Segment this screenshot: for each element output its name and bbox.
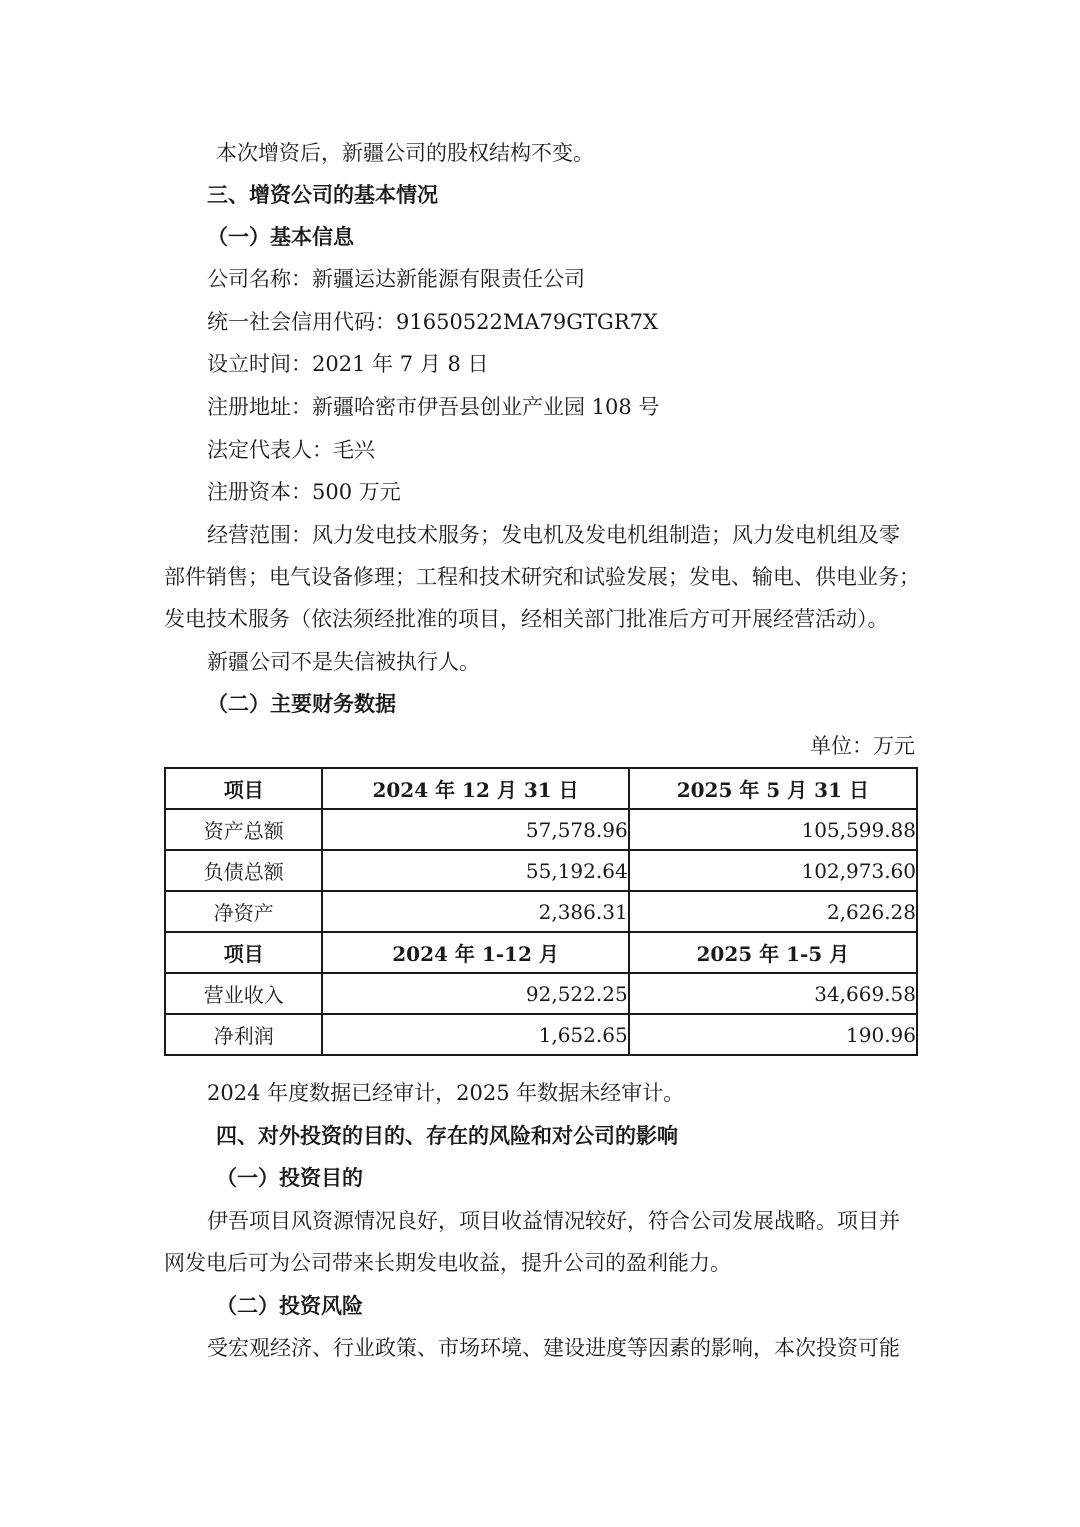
table-row — [165, 891, 917, 932]
business-scope-line-3: 发电技术服务（依法须经批准的项目，经相关部门批准后方可开展经营活动）。 — [164, 607, 889, 631]
table-header-cell: 项目 — [165, 932, 322, 973]
credit-code: 统一社会信用代码：91650522MA79GTGR7X — [207, 310, 658, 334]
table-cell-label: 净利润 — [165, 1014, 322, 1055]
table-row — [165, 809, 917, 850]
table-cell-label: 负债总额 — [165, 850, 322, 891]
registered-address: 注册地址：新疆哈密市伊吾县创业产业园 108 号 — [207, 395, 660, 419]
registered-capital: 注册资本：500 万元 — [207, 480, 401, 504]
not-defaulter-statement: 新疆公司不是失信被执行人。 — [207, 650, 480, 674]
table-header-row — [165, 768, 917, 809]
table-header-cell: 2025 年 5 月 31 日 — [629, 768, 917, 809]
heading-section-3: 三、增资公司的基本情况 — [207, 182, 438, 207]
table-header-cell: 2024 年 1-12 月 — [322, 932, 628, 973]
table-cell-value: 2,386.31 — [322, 891, 628, 932]
purpose-line-1: 伊吾项目风资源情况良好，项目收益情况较好，符合公司发展战略。项目并 — [207, 1209, 900, 1233]
table-header-cell: 2024 年 12 月 31 日 — [322, 768, 628, 809]
paragraph-equity-unchanged: 本次增资后，新疆公司的股权结构不变。 — [216, 141, 594, 165]
purpose-line-2: 网发电后可为公司带来长期发电收益，提升公司的盈利能力。 — [164, 1251, 731, 1275]
table-header-cell: 项目 — [165, 768, 322, 809]
table-row — [165, 1014, 917, 1055]
heading-investment-purpose: （一）投资目的 — [216, 1165, 363, 1190]
table-cell-label: 资产总额 — [165, 809, 322, 850]
unit-label: 单位：万元 — [810, 734, 915, 758]
business-scope-line-2: 部件销售；电气设备修理；工程和技术研究和试验发展；发电、输电、供电业务； — [164, 565, 920, 589]
table-cell-label: 营业收入 — [165, 973, 322, 1014]
table-cell-value: 57,578.96 — [322, 809, 628, 850]
table-cell-value: 102,973.60 — [629, 850, 917, 891]
table-row — [165, 850, 917, 891]
table-cell-value: 55,192.64 — [322, 850, 628, 891]
legal-representative: 法定代表人：毛兴 — [207, 438, 375, 462]
table-cell-value: 190.96 — [629, 1014, 917, 1055]
table-cell-value: 105,599.88 — [629, 809, 917, 850]
business-scope-line-1: 经营范围：风力发电技术服务；发电机及发电机组制造；风力发电机组及零 — [207, 523, 900, 547]
table-cell-value: 2,626.28 — [629, 891, 917, 932]
table-cell-value: 34,669.58 — [629, 973, 917, 1014]
heading-financial-data: （二）主要财务数据 — [207, 691, 396, 716]
founded-date: 设立时间：2021 年 7 月 8 日 — [207, 352, 489, 376]
table-cell-value: 92,522.25 — [322, 973, 628, 1014]
financial-table — [164, 767, 918, 1056]
table-cell-value: 1,652.65 — [322, 1014, 628, 1055]
table-header-cell: 2025 年 1-5 月 — [629, 932, 917, 973]
audit-note: 2024 年度数据已经审计，2025 年数据未经审计。 — [207, 1081, 685, 1105]
heading-section-4: 四、对外投资的目的、存在的风险和对公司的影响 — [216, 1123, 678, 1148]
company-name: 公司名称：新疆运达新能源有限责任公司 — [207, 267, 585, 291]
heading-investment-risk: （二）投资风险 — [216, 1293, 363, 1318]
table-row — [165, 973, 917, 1014]
table-cell-label: 净资产 — [165, 891, 322, 932]
risk-line-1: 受宏观经济、行业政策、市场环境、建设进度等因素的影响，本次投资可能 — [207, 1336, 900, 1360]
table-header-row — [165, 932, 917, 973]
heading-basic-info: （一）基本信息 — [207, 224, 354, 249]
